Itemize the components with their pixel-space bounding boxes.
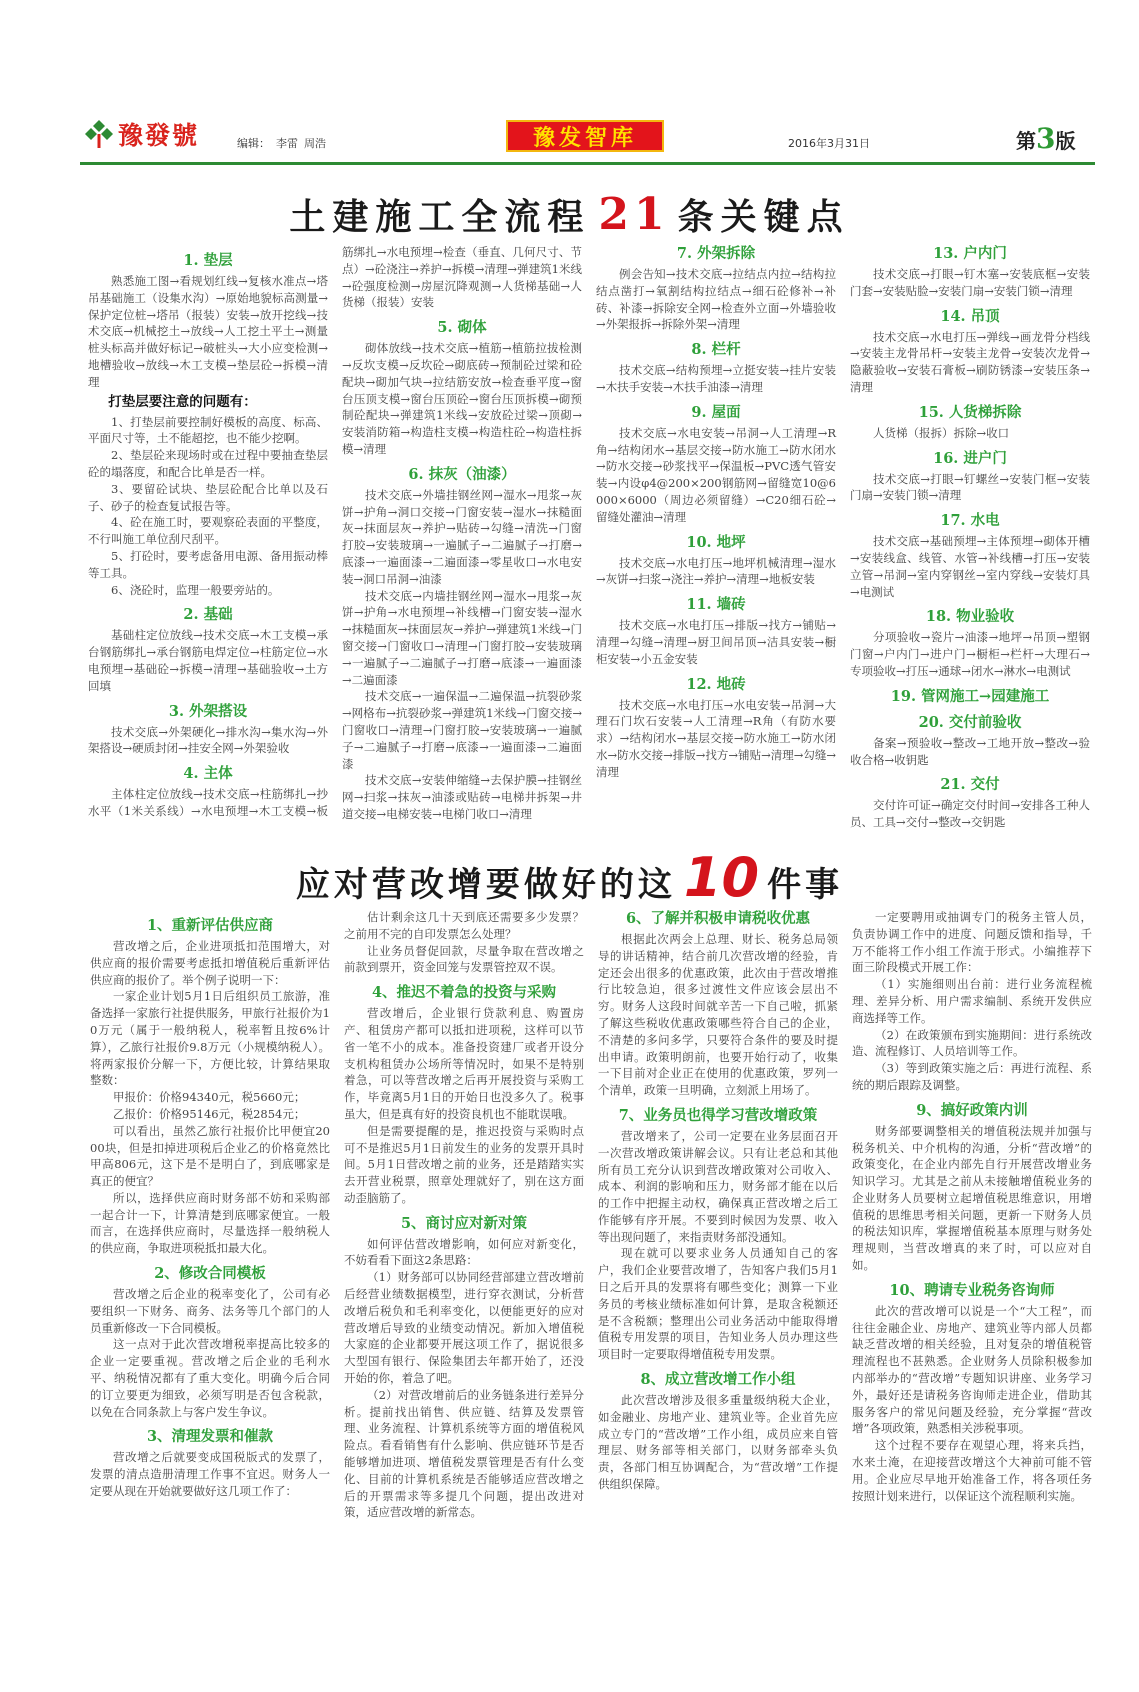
section-paragraph: 技术交底→内墙挂钢丝网→湿水→甩浆→灰饼→护角→水电预埋→补线槽→门窗安装→湿水→抹糙面灰→抹面层灰→养护→弹建筑1米线→门窗交接→门窗收口→清理→门窗打胶→安装玻璃→一遍腻子→二遍腻子→打磨→底漆→一遍面漆→二遍面漆	[342, 588, 582, 687]
section-paragraph: 技术交底→外架硬化→排水沟→集水沟→外架搭设→硬质封闭→挂安全网→外架验收	[88, 724, 328, 756]
section-paragraph: （2）在政策颁布到实施期间：进行系统改造、流程修订、人员培训等工作。	[852, 1027, 1092, 1059]
section-heading: 2. 基础	[183, 606, 233, 624]
section-paragraph: 备案→预验收→整改→工地开放→整改→验收合格→收钥匙	[850, 735, 1090, 767]
section-heading: 9. 屋面	[691, 403, 741, 421]
section-paragraph: （3）等到政策实施之后：再进行流程、系统的期后跟踪及调整。	[852, 1061, 1092, 1092]
section-paragraph: （1）实施细则出台前：进行业务流程梳理、差异分析、用户需求编制、系统开发供应商选择等工作。	[852, 977, 1092, 1025]
edition-prefix: 第	[1016, 129, 1036, 153]
section-paragraph: 技术交底→水电安装→吊洞→人工清理→R角→结构闭水→基层交接→防水施工→防水闭水→防水交接→砂浆找平→保温板→PVC透气管安装→内设φ4@200×200钢筋网→留缝宽10@6000×6000（周边必须留缝）→C20细石砼→留缝处灌油→清理	[596, 425, 836, 524]
section-heading: 15. 人货梯拆除	[918, 403, 1022, 421]
section-heading: 19. 管网施工→园建施工	[890, 687, 1050, 705]
section-paragraph: 人货梯（报拆）拆除→收口	[873, 425, 1010, 440]
section-paragraph: 营改增后，企业银行贷款利息、购置房产、租赁房产都可以抵扣进项税，这样可以节省一笔不小的成本。准备投资建厂或者开设分支机构租赁办公场所等情况时，如果不是特别着急，可以等营改增之后再开展投资与采购工作，毕竟离5月1日的开始日也没多久了。税事虽大，但是真有好的投资良机也不能耽误哦。	[344, 1006, 584, 1121]
section-heading: 16. 进户门	[933, 449, 1007, 467]
section-paragraph: 技术交底→打眼→钉木塞→安装底框→安装门套→安装贴脸→安装门扇→安装门锁→清理	[850, 267, 1090, 298]
section-heading: 11. 墙砖	[686, 596, 746, 614]
section-heading: 4. 主体	[183, 765, 233, 783]
section-paragraph: 例会告知→技术交底→拉结点内拉→结构拉结点凿打→氧割结构拉结点→细石砼修补→补砖、补漆→拆除安全网→检查外立面→外墙验收→外架报拆→拆除外架→清理	[596, 267, 836, 332]
section-heading: 5、商讨应对新对策	[400, 1214, 528, 1232]
brand-logo	[84, 116, 199, 152]
section-paragraph: 营改增之后企业的税率变化了，公司有必要组织一下财务、商务、法务等几个部门的人员重新修改一下合同模板。	[90, 1287, 330, 1335]
section-heading: 13. 户内门	[933, 245, 1007, 262]
section-paragraph: 交付许可证→确定交付时间→安排各工种人员、工具→交付→整改→交钥匙	[850, 798, 1090, 830]
section-heading: 20. 交付前验收	[918, 713, 1022, 731]
section-paragraph: 技术交底→水电打压→地坪机械清理→湿水→灰饼→扫浆→浇注→养护→清理→地板安装	[596, 555, 836, 587]
section-paragraph: 技术交底→打眼→钉螺丝→安装门框→安装门扇→安装门锁→清理	[850, 471, 1090, 503]
section-heading: 21. 交付	[940, 776, 1000, 794]
editor-name: 周浩	[304, 137, 326, 150]
article2-body	[90, 909, 1092, 1521]
clover-logo-icon	[84, 118, 114, 150]
section-paragraph: 主体柱定位放线→技术交底→柱筋绑扎→抄水平（1米关系线）→水电预埋→木工支模→板筋绑扎→水电预埋→检查（垂直、几何尺寸、节点）→砼浇注→养护→拆模→清理→弹建筑1米线→砼强度检测→房屋沉降观测→人货梯基础→人货梯（报装）安装	[88, 245, 582, 818]
section-paragraph: 分项验收→瓷片→油漆→地坪→吊顶→塑钢门窗→户内门→进户门→橱柜→栏杆→大理石→专项验收→打压→通球→闭水→淋水→电测试	[850, 630, 1090, 678]
section-paragraph: 根据此次两会上总理、财长、税务总局领导的讲话精神，结合前几次营改增的经验，肯定还会出很多的优惠政策，此次由于营改增推行比较急迫，很多过渡性文件应该会层出不穷。财务人这段时间就辛苦一下自己啦，抓紧了解这些税收优惠政策哪些符合自己的企业，不清楚的多问多学，只要符合条件的要及时提出申请。政策明朗前，也要开始行动了，收集一下目前对企业正在使用的优惠政策，罗列一个清单，政策一旦明确，立刻派上用场了。	[598, 931, 838, 1098]
edition-suffix: 版	[1055, 129, 1076, 153]
section-heading: 7、业务员也得学习营改增政策	[618, 1106, 818, 1124]
title-text: 条关键点	[677, 196, 850, 238]
section-heading: 10. 地坪	[686, 533, 746, 551]
section-heading: 2、修改合同模板	[154, 1265, 266, 1283]
section-paragraph: 技术交底→结构预埋→立挺安装→挂片安装→木扶手安装→木扶手油漆→清理	[596, 363, 836, 394]
section-heading: 1. 垫层	[183, 252, 233, 269]
title-text: 件事	[767, 864, 844, 905]
section-paragraph: 技术交底→安装伸缩缝→去保护膜→挂钢丝网→扫浆→抹灰→油漆或贴砖→电梯井拆架→井道交接→电梯安装→电梯门收口→清理	[342, 773, 582, 821]
section-paragraph: 这一点对于此次营改增税率提高比较多的企业一定要重视。营改增之后企业的毛利水平、纳税情况都有了重大变化。明确今后合同的订立要更为细致，必须写明是否包含税款，以免在合同条款上与客户发生争议。	[90, 1337, 330, 1419]
section-paragraph: （1）财务部可以协同经营部建立营改增前后经营业绩数据模型，进行穿衣测试，分析营改增后税负和毛利率变化，以便能更好的应对营改增后导致的业绩变动情况。新加入增值税大家庭的企业都要开展这项工作了，据说很多大型国有银行、保险集团去年都开始了，还没开始的你，着急了吧。	[344, 1270, 584, 1386]
section-paragraph: 甲报价：价格94340元，税5660元；	[113, 1090, 306, 1105]
section-heading: 10、聘请专业税务咨询师	[889, 1281, 1055, 1299]
article2-title	[0, 847, 1139, 909]
section-paragraph: 技术交底→水电打压→排版→找方→铺贴→清理→勾缝→清理→厨卫间吊顶→洁具安装→橱柜安装→小五金安装	[596, 618, 836, 666]
note-item: 1、打垫层前要控制好模板的高度、标高、平面尺寸等，土不能超挖，也不能少挖啊。	[88, 414, 328, 446]
section-paragraph: 熟悉施工图→看规划红线→复核水准点→塔吊基础施工（设集水沟）→原始地貌标高测量→保护定位桩→塔吊（报装）安装→放开挖线→技术交底→机械挖土→放线→人工挖土平土→测量桩头标高并做好标记→破桩头→大小应变检测→地槽验收→放线→木工支模→垫层砼→拆模→清理	[88, 274, 328, 389]
section-paragraph: 现在就可以要求业务人员通知自己的客户，我们企业要营改增了，告知客户我们5月1日之后开具的发票将有哪些变化；测算一下业务员的考核业绩标准如何计算，是取含税额还是不含税额；整理出公司业务活动中能取得增值税专用发票的项目，告知业务人员办理这些项目时一定要取得增值税专用发票。	[598, 1246, 838, 1362]
note-item: 4、砼在施工时，要观察砼表面的平整度，不行叫施工单位刮尺刮平。	[88, 515, 328, 547]
note-item: 6、浇砼时，监理一般要旁站的。	[111, 582, 280, 597]
section-heading: 9、搞好政策内训	[916, 1101, 1028, 1119]
section-paragraph: 一家企业计划5月1日后组织员工旅游，准备选择一家旅行社提供服务，甲旅行社报价为10万元（属于一般纳税人，税率暂且按6%计算），乙旅行社报价9.8万元（小规模纳税人）。将两家报价分解一下，方便比较，计算结果取整数：	[90, 989, 330, 1088]
section-paragraph: 营改增之后，企业进项抵扣范围增大，对供应商的报价需要考虑抵扣增值税后重新评估供应商的报价了。举个例子说明一下：	[90, 938, 330, 987]
section-paragraph: 基础柱定位放线→技术交底→木工支模→承台钢筋绑扎→承台钢筋电焊定位→柱筋定位→水电预埋→基础砼→拆模→清理→基础验收→土方回填	[88, 628, 328, 693]
editor-name: 李雷	[276, 137, 298, 150]
title-number: 10	[683, 845, 760, 909]
section-heading: 14. 吊顶	[940, 307, 1000, 325]
section-heading: 3、清理发票和催款	[146, 1428, 274, 1446]
section-paragraph: 可以看出，虽然乙旅行社报价比甲便宜2000块，但是扣掉进项税后企业乙的价格竟然比甲高806元，这下是不是明白了，到底哪家是真正的便宜？	[90, 1123, 330, 1189]
title-number: 21	[598, 189, 670, 240]
masthead-text: 豫发智库	[532, 124, 637, 151]
section-heading: 1、重新评估供应商	[146, 916, 274, 934]
section-masthead	[506, 120, 664, 152]
section-heading: 18. 物业验收	[925, 608, 1015, 626]
editors-label: 编辑：	[237, 137, 270, 150]
section-paragraph: 技术交底→基础预埋→主体预埋→砌体开槽→安装线盒、线管、水管→补线槽→打压→安装立管→吊洞→室内穿钢丝→室内穿线→安装灯具→电测试	[850, 534, 1090, 599]
section-paragraph: 让业务员督促回款，尽量争取在营改增之前款到票开，资金回笼与发票管控双不误。	[344, 943, 584, 975]
section-paragraph: 技术交底→水电打压→水电安装→吊洞→大理石门坎石安装→人工清理→R角（有防水要求）→结构闭水→基层交接→防水施工→防水闭水→防水交接→排版→找方→铺贴→清理→勾缝→清理	[596, 697, 836, 779]
section-paragraph: 这个过程不要存在观望心理，将来兵挡，水来土淹，在迎接营改增这个大神前可能不管用。企业应尽早地开始准备工作，将各项任务按照计划来进行，以保证这个流程顺利实施。	[852, 1438, 1092, 1503]
section-heading: 3. 外架搭设	[168, 702, 248, 720]
section-paragraph: 乙报价：价格95146元，税2854元；	[113, 1106, 306, 1121]
section-paragraph: 砌体放线→技术交底→植筋→植筋拉拔检测→反坎支模→反坎砼→砌底砖→预制砼过梁和砼配块→砌加气块→拉结筋安放→检查垂平度→窗台压顶支模→窗台压顶砼→窗台压顶拆模→砌预制砼配块→弹建筑1米线→安放砼过梁→顶砌→安装消防箱→构造柱支模→构造柱砼→构造柱拆模→清理	[342, 341, 582, 456]
note-item: 5、打砼时，要考虑备用电源、备用振动棒等工具。	[88, 548, 328, 580]
section-paragraph: 所以，选择供应商时财务部不妨和采购部一起合计一下，计算清楚到底哪家便宜。一般而言，在选择供应商时，尽量选择一般纳税人的供应商，争取进项税抵扣最大化。	[90, 1190, 330, 1256]
notes-heading: 打垫层要注意的问题有：	[108, 393, 257, 410]
header-divider	[80, 162, 1095, 165]
section-heading: 7. 外架拆除	[676, 245, 756, 262]
section-paragraph: 营改增之后就要变成国税版式的发票了，发票的清点造册清理工作事不宜迟。财务人一定要从现在开始就要做好这几项工作了：	[90, 1450, 330, 1499]
edition-number	[1016, 122, 1075, 155]
section-heading: 12. 地砖	[686, 675, 746, 693]
section-paragraph: 营改增来了，公司一定要在业务层面召开一次营改增政策讲解会议。只有让老总和其他所有员工充分认识到营改增政策对公司收入、成本、利润的影响和压力，财务部才能在以后的工作中把握主动权，确保真正营改增之后工作能够有序开展。不要到时候因为发票、收入等出现问题了，来指责财务部没通知。	[598, 1128, 838, 1244]
section-paragraph: 技术交底→水电打压→弹线→画龙骨分档线→安装主龙骨吊杆→安装主龙骨→安装次龙骨→隐蔽验收→安装石膏板→刷防锈漆→安装压条→清理	[850, 329, 1090, 394]
section-heading: 6、了解并积极申请税收优惠	[625, 909, 811, 927]
section-paragraph: 此次的营改增可以说是一个“大工程”，而往往金融企业、房地产、建筑业等内部人员都缺乏营改增的相关经验，且对复杂的增值税管理流程也不甚熟悉。企业财务人员除积极参加内部举办的“营改增”专题知识讲座、业务学习外，最好还是请税务咨询师走进企业，借助其服务客户的常见问题及经验，充分掌握“营改增”各项政策，熟悉相关涉税事项。	[852, 1303, 1092, 1436]
title-text: 应对营改增要做好的这	[295, 864, 676, 905]
title-text: 土建施工全流程	[289, 196, 591, 238]
note-item: 3、要留砼试块、垫层砼配合比单以及石子、砂子的检查复试报告等。	[88, 481, 328, 513]
note-item: 2、垫层砼来现场时或在过程中要抽查垫层砼的塌落度，和配合比单是否一样。	[88, 448, 328, 479]
section-paragraph: 此次营改增涉及很多重量级纳税大企业，如金融业、房地产业、建筑业等。企业首先应成立专门的“营改增”工作小组，成员应来自管理层、财务部等相关部门，以财务部牵头负责，各部门相互协调配合，为“营改增”工作提供组织保障。	[598, 1393, 838, 1492]
section-paragraph: 技术交底→一遍保温→二遍保温→抗裂砂浆→网格布→抗裂砂浆→弹建筑1米线→门窗交接→门窗收口→清理→门窗打胶→安装玻璃→一遍腻子→二遍腻子→打磨→底漆→一遍面漆→二遍面漆	[342, 689, 582, 771]
section-paragraph: 技术交底→外墙挂钢丝网→湿水→甩浆→灰饼→护角→洞口交接→门窗安装→湿水→抹糙面灰→抹面层灰→养护→贴砖→勾缝→清洗→门窗打胶→安装玻璃→一遍腻子→二遍腻子→打磨→底漆→一遍面漆→二遍面漆→零星收口→水电安装→洞口吊洞→油漆	[342, 487, 582, 586]
section-paragraph: 但是需要提醒的是，推迟投资与采购时点可不是推迟5月1日前发生的业务的发票开具时间。5月1日营改增之前的业务，还是踏踏实实去开营业税票，照章处理就好了，别在这方面动歪脑筋了。	[344, 1123, 584, 1205]
article1-title	[0, 186, 1139, 244]
section-heading: 8. 栏杆	[691, 341, 741, 359]
page-header	[0, 0, 1139, 172]
section-paragraph: 财务部要调整相关的增值税法规并加强与税务机关、中介机构的沟通，分析“营改增”的政策变化，在企业内部先自行开展营改增业务知识学习。尤其是之前从未接触增值税业务的企业财务人员要树立起增值税思维意识，用增值税的思维思考相关问题，更新一下财务人员的税法知识库，掌握增值税基本原理与财务处理规则，当营改增真的来了时，可以应对自如。	[852, 1123, 1092, 1273]
section-paragraph: 一定要聘用或抽调专门的税务主管人员，负责协调工作中的进度、问题反馈和指导，千万不能将工作小组工作流于形式。小编推荐下面三阶段模式开展工作：	[852, 909, 1092, 975]
section-heading: 17. 水电	[940, 512, 1000, 530]
logo-text: 豫發號	[118, 121, 200, 150]
editors-line	[237, 135, 332, 151]
edition-num: 3	[1036, 122, 1056, 155]
section-paragraph: 估计剩余这几十天到底还需要多少发票？之前用不完的自印发票怎么处理？	[344, 909, 584, 941]
issue-date: 2016年3月31日	[788, 137, 870, 150]
section-paragraph: （2）对营改增前后的业务链条进行差异分析。提前找出销售、供应链、结算及发票管理、业务流程、计算机系统等方面的增值税风险点。看看销售有什么影响、供应链环节是否能够增加进项、增值税发票管理是否有什么变化、目前的计算机系统是否能够适应营改增之后的开票需求等多提几个问题，提出改进对策，适应营改增的新常态。	[344, 1387, 584, 1520]
section-paragraph: 如何评估营改增影响，如何应对新变化，不妨看看下面这2条思路：	[344, 1236, 584, 1268]
section-heading: 5. 砌体	[437, 319, 487, 337]
section-heading: 8、成立营改增工作小组	[640, 1371, 796, 1389]
section-heading: 4、推迟不着急的投资与采购	[371, 984, 557, 1002]
article1-body	[88, 244, 1090, 831]
section-heading: 6. 抹灰（油漆）	[408, 465, 516, 483]
